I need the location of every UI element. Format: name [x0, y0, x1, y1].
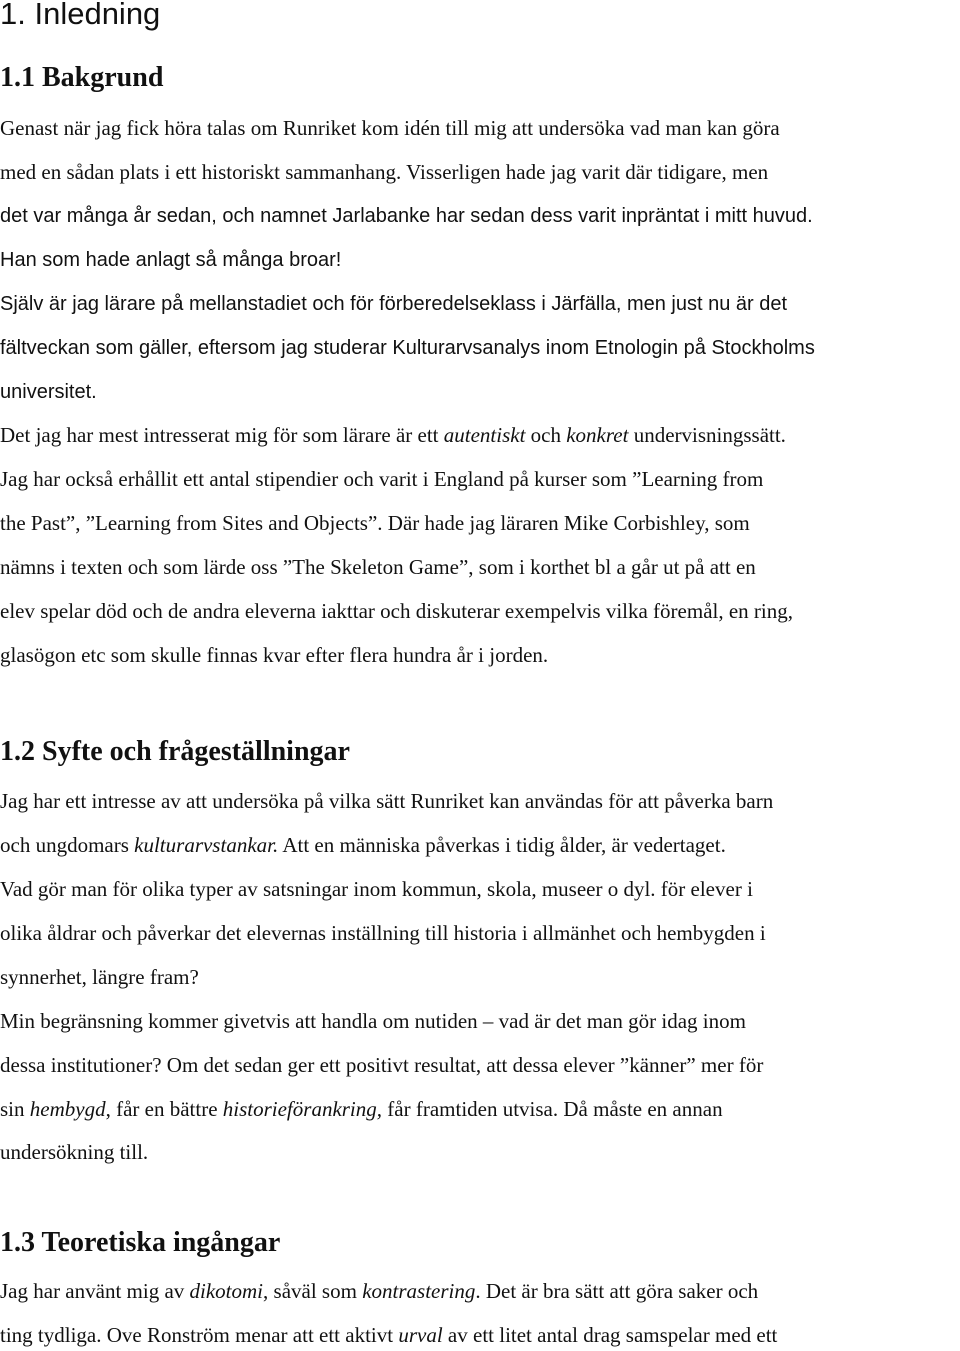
italic-term-kulturarvstankar: kulturarvstankar. [134, 833, 279, 857]
paragraph-line: Jag har också erhållit ett antal stipendier och varit i England på kurser som ”Learning from [0, 467, 764, 491]
text-run: och [525, 423, 567, 447]
paragraph-line: det var många år sedan, och namnet Jarlabanke har sedan dess varit inpräntat i mitt huvud. [0, 205, 813, 227]
section-heading-teoretiska: 1.3 Teoretiska ingångar [0, 1227, 281, 1258]
italic-term-urval: urval [398, 1323, 443, 1347]
paragraph-line: med en sådan plats i ett historiskt sammanhang. Visserligen hade jag varit där tidigare, men [0, 160, 769, 184]
paragraph-line: elev spelar död och de andra eleverna iakttar och diskuterar exempelvis vilka föremål, en ring, [0, 599, 794, 623]
chapter-heading: 1. Inledning [0, 0, 161, 31]
paragraph-line [0, 1094, 723, 1124]
paragraph-line [0, 1320, 777, 1350]
section-heading-bakgrund: 1.1 Bakgrund [0, 62, 164, 93]
paragraph-line: the Past”, ”Learning from Sites and Objects”. Där hade jag läraren Mike Corbishley, som [0, 511, 750, 535]
italic-term-historieforankring: historieförankring, [222, 1097, 383, 1121]
italic-term-hembygd: hembygd [29, 1097, 106, 1121]
paragraph-line: dessa institutioner? Om det sedan ger ett positivt resultat, att dessa elever ”känner” mer för [0, 1053, 764, 1077]
paragraph-line: synnerhet, längre fram? [0, 965, 199, 989]
text-run: av ett litet antal drag samspelar med ett [442, 1323, 778, 1347]
paragraph-line: olika åldrar och påverkar det elevernas inställning till historia i allmänhet och hembygden i [0, 921, 766, 945]
text-run: ting tydliga. Ove Ronström menar att ett aktivt [0, 1323, 399, 1347]
paragraph-line: Själv är jag lärare på mellanstadiet och för förberedelseklass i Järfälla, men just nu är det [0, 293, 788, 315]
paragraph-line: undersökning till. [0, 1140, 149, 1164]
text-run: undervisningssätt. [628, 423, 786, 447]
text-run: . Det är bra sätt att göra saker och [475, 1279, 759, 1303]
italic-term-autentiskt: autentiskt [443, 423, 526, 447]
paragraph-line: nämns i texten och som lärde oss ”The Skeleton Game”, som i korthet bl a går ut på att en [0, 555, 756, 579]
paragraph-line: glasögon etc som skulle finnas kvar efter flera hundra år i jorden. [0, 643, 549, 667]
paragraph-line [0, 830, 726, 860]
text-run: får framtiden utvisa. Då måste en annan [382, 1097, 723, 1121]
italic-term-konkret: konkret [566, 423, 629, 447]
text-run: och ungdomars [0, 833, 135, 857]
text-run: sin [0, 1097, 30, 1121]
section-heading-syfte: 1.2 Syfte och frågeställningar [0, 736, 350, 767]
paragraph-line: Vad gör man för olika typer av satsningar inom kommun, skola, museer o dyl. för elever i [0, 877, 753, 901]
paragraph-line: fältveckan som gäller, eftersom jag studerar Kulturarvsanalys inom Etnologin på Stockholms [0, 337, 815, 359]
italic-term-dikotomi: dikotomi [189, 1279, 264, 1303]
paragraph-line: Han som hade anlagt så många broar! [0, 249, 342, 271]
paragraph-line [0, 420, 786, 450]
text-run: Det jag har mest intresserat mig för som lärare är ett [0, 423, 444, 447]
paragraph-line [0, 1276, 758, 1306]
text-run: , såväl som [263, 1279, 363, 1303]
paragraph-line: universitet. [0, 381, 97, 403]
text-run: , får en bättre [105, 1097, 223, 1121]
paragraph-line: Jag har ett intresse av att undersöka på vilka sätt Runriket kan användas för att påverka barn [0, 789, 774, 813]
text-run: Att en människa påverkas i tidig ålder, är vedertaget. [278, 833, 726, 857]
italic-term-kontrastering: kontrastering [362, 1279, 476, 1303]
text-run: Jag har använt mig av [0, 1279, 190, 1303]
paragraph-line: Min begränsning kommer givetvis att handla om nutiden – vad är det man gör idag inom [0, 1009, 746, 1033]
paragraph-line: Genast när jag fick höra talas om Runriket kom idén till mig att undersöka vad man kan göra [0, 116, 780, 140]
